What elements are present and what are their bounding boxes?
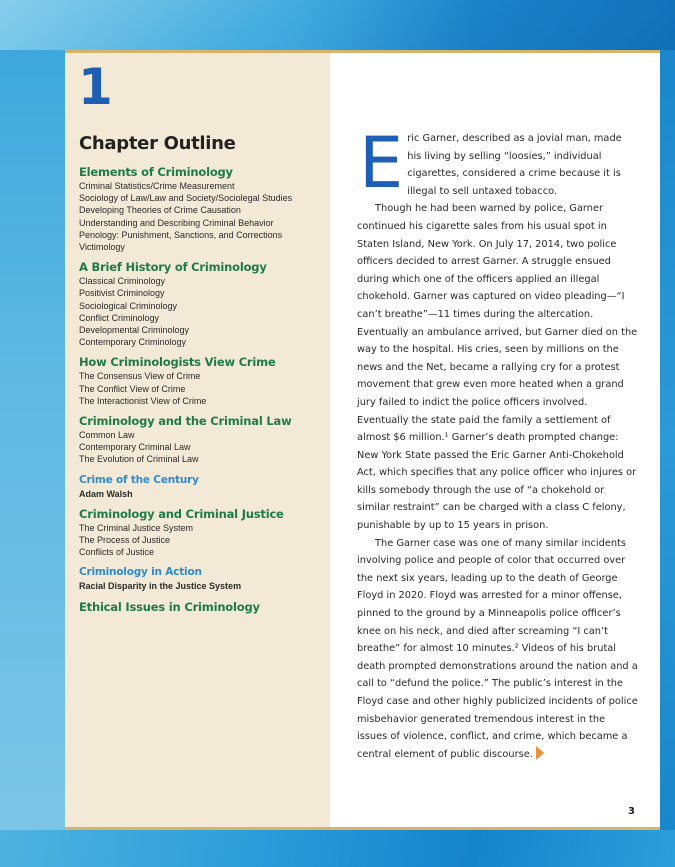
feature-item: Adam Walsh xyxy=(79,488,133,499)
bottom-rule xyxy=(65,827,660,830)
outline-section-title: A Brief History of Criminology xyxy=(79,260,267,275)
outline-item: The Conflict View of Crime xyxy=(79,383,186,394)
outline-item: Sociological Criminology xyxy=(79,300,178,311)
chapter-opening-text xyxy=(357,122,638,763)
outline-sections xyxy=(79,165,329,622)
drop-cap: E xyxy=(359,122,404,204)
bottom-decorative-band xyxy=(0,830,675,867)
outline-item: Developmental Criminology xyxy=(79,325,190,336)
outline-section-criminal-justice xyxy=(79,507,329,559)
page-number: 3 xyxy=(628,806,635,817)
outline-item: Contemporary Criminal Law xyxy=(79,442,191,453)
chapter-outline-title: Chapter Outline xyxy=(79,133,236,154)
outline-section-history xyxy=(79,260,329,348)
feature-item: Racial Disparity in the Justice System xyxy=(79,581,242,592)
left-decorative-margin xyxy=(0,50,65,830)
outline-item: Victimology xyxy=(79,242,125,253)
outline-item: Conflicts of Justice xyxy=(79,547,155,558)
feature-title: Crime of the Century xyxy=(79,473,199,486)
outline-section-title: Ethical Issues in Criminology xyxy=(79,599,260,614)
outline-section-in-action xyxy=(79,565,329,592)
outline-item: The Consensus View of Crime xyxy=(79,371,201,382)
outline-item: The Criminal Justice System xyxy=(79,522,194,533)
triangle-right-icon xyxy=(536,746,544,760)
outline-item: Developing Theories of Crime Causation xyxy=(79,205,241,216)
outline-item: The Process of Justice xyxy=(79,535,171,546)
outline-section-title: Criminology and the Criminal Law xyxy=(79,414,292,429)
paragraph-2: Though he had been warned by police, Garner continued his cigarette sales from his usual spot in Staten Island, New York. On July 17, 2014, two police officers decided to arrest Garner. A struggle ensued during which one of the officers applied an illegal chokehold. Garner was captured on video pleading—“I can’t breathe”—11 times during the altercation. Eventually an ambulance arrived, but Garner died on the way to the hospital. His cries, seen by millions on the news and the Net, became a rallying cry for a protest movement that grew even more heated when a grand jury failed to indict the police officers involved. Eventually the state paid the family a settlement of almost $6 million.¹ Garner’s death prompted change: New York State passed the Eric Garner Anti-Chokehold Act, which specifies that any police officer who injures or kills somebody through the use of “a chokehold or similar restraint” can be charged with a class C felony, punishable by up to 15 years in prison. xyxy=(357,203,638,532)
outline-item: The Interactionist View of Crime xyxy=(79,395,207,406)
outline-section-elements xyxy=(79,165,329,253)
outline-item: Contemporary Criminology xyxy=(79,337,187,348)
outline-section-title: Elements of Criminology xyxy=(79,165,233,179)
right-decorative-margin xyxy=(660,50,675,830)
outline-item: Classical Criminology xyxy=(79,276,166,287)
outline-item: Common Law xyxy=(79,430,135,441)
paragraph-1-text: ric Garner, described as a jovial man, made his living by selling “loosies,” individual cigarettes, considered a crime because it is illegal to sell untaxed tobacco. xyxy=(407,133,622,197)
outline-section-title: Criminology and Criminal Justice xyxy=(79,506,284,521)
outline-item: Criminal Statistics/Crime Measurement xyxy=(79,181,235,191)
outline-section-title: How Criminologists View Crime xyxy=(79,355,276,370)
top-decorative-band xyxy=(0,0,675,50)
paragraph-3 xyxy=(357,535,638,764)
outline-item: Penology: Punishment, Sanctions, and Corrections xyxy=(79,229,283,240)
paragraph-3-text: The Garner case was one of many similar incidents involving police and people of color that occurred over the next six years, leading up to the death of George Floyd in 2020. Floyd was arrested for a minor offense, pinned to the ground by a Minneapolis police officer’s knee on his neck, and died after screaming “I can’t breathe” for almost 10 minutes.² Videos of his brutal death prompted demonstrations around the nation and a call to “defund the police.” The public’s interest in the Floyd case and other highly publicized incidents of police misbehavior generated tremendous interest in the issues of violence, conflict, and crime, which became a central element of public discourse. xyxy=(357,537,638,760)
outline-section-views xyxy=(79,355,329,407)
outline-section-crime-of-century xyxy=(79,473,329,500)
outline-item: Conflict Criminology xyxy=(79,312,160,323)
outline-item: The Evolution of Criminal Law xyxy=(79,454,199,465)
paragraph-1 xyxy=(357,122,638,204)
outline-section-ethical-issues xyxy=(79,600,329,615)
outline-item: Sociology of Law/Law and Society/Sociolegal Studies xyxy=(79,193,293,204)
outline-item: Understanding and Describing Criminal Behavior xyxy=(79,217,274,228)
chapter-number: 1 xyxy=(78,58,113,116)
outline-item: Positivist Criminology xyxy=(79,288,165,299)
outline-section-criminal-law xyxy=(79,414,329,466)
feature-title: Criminology in Action xyxy=(79,566,202,579)
